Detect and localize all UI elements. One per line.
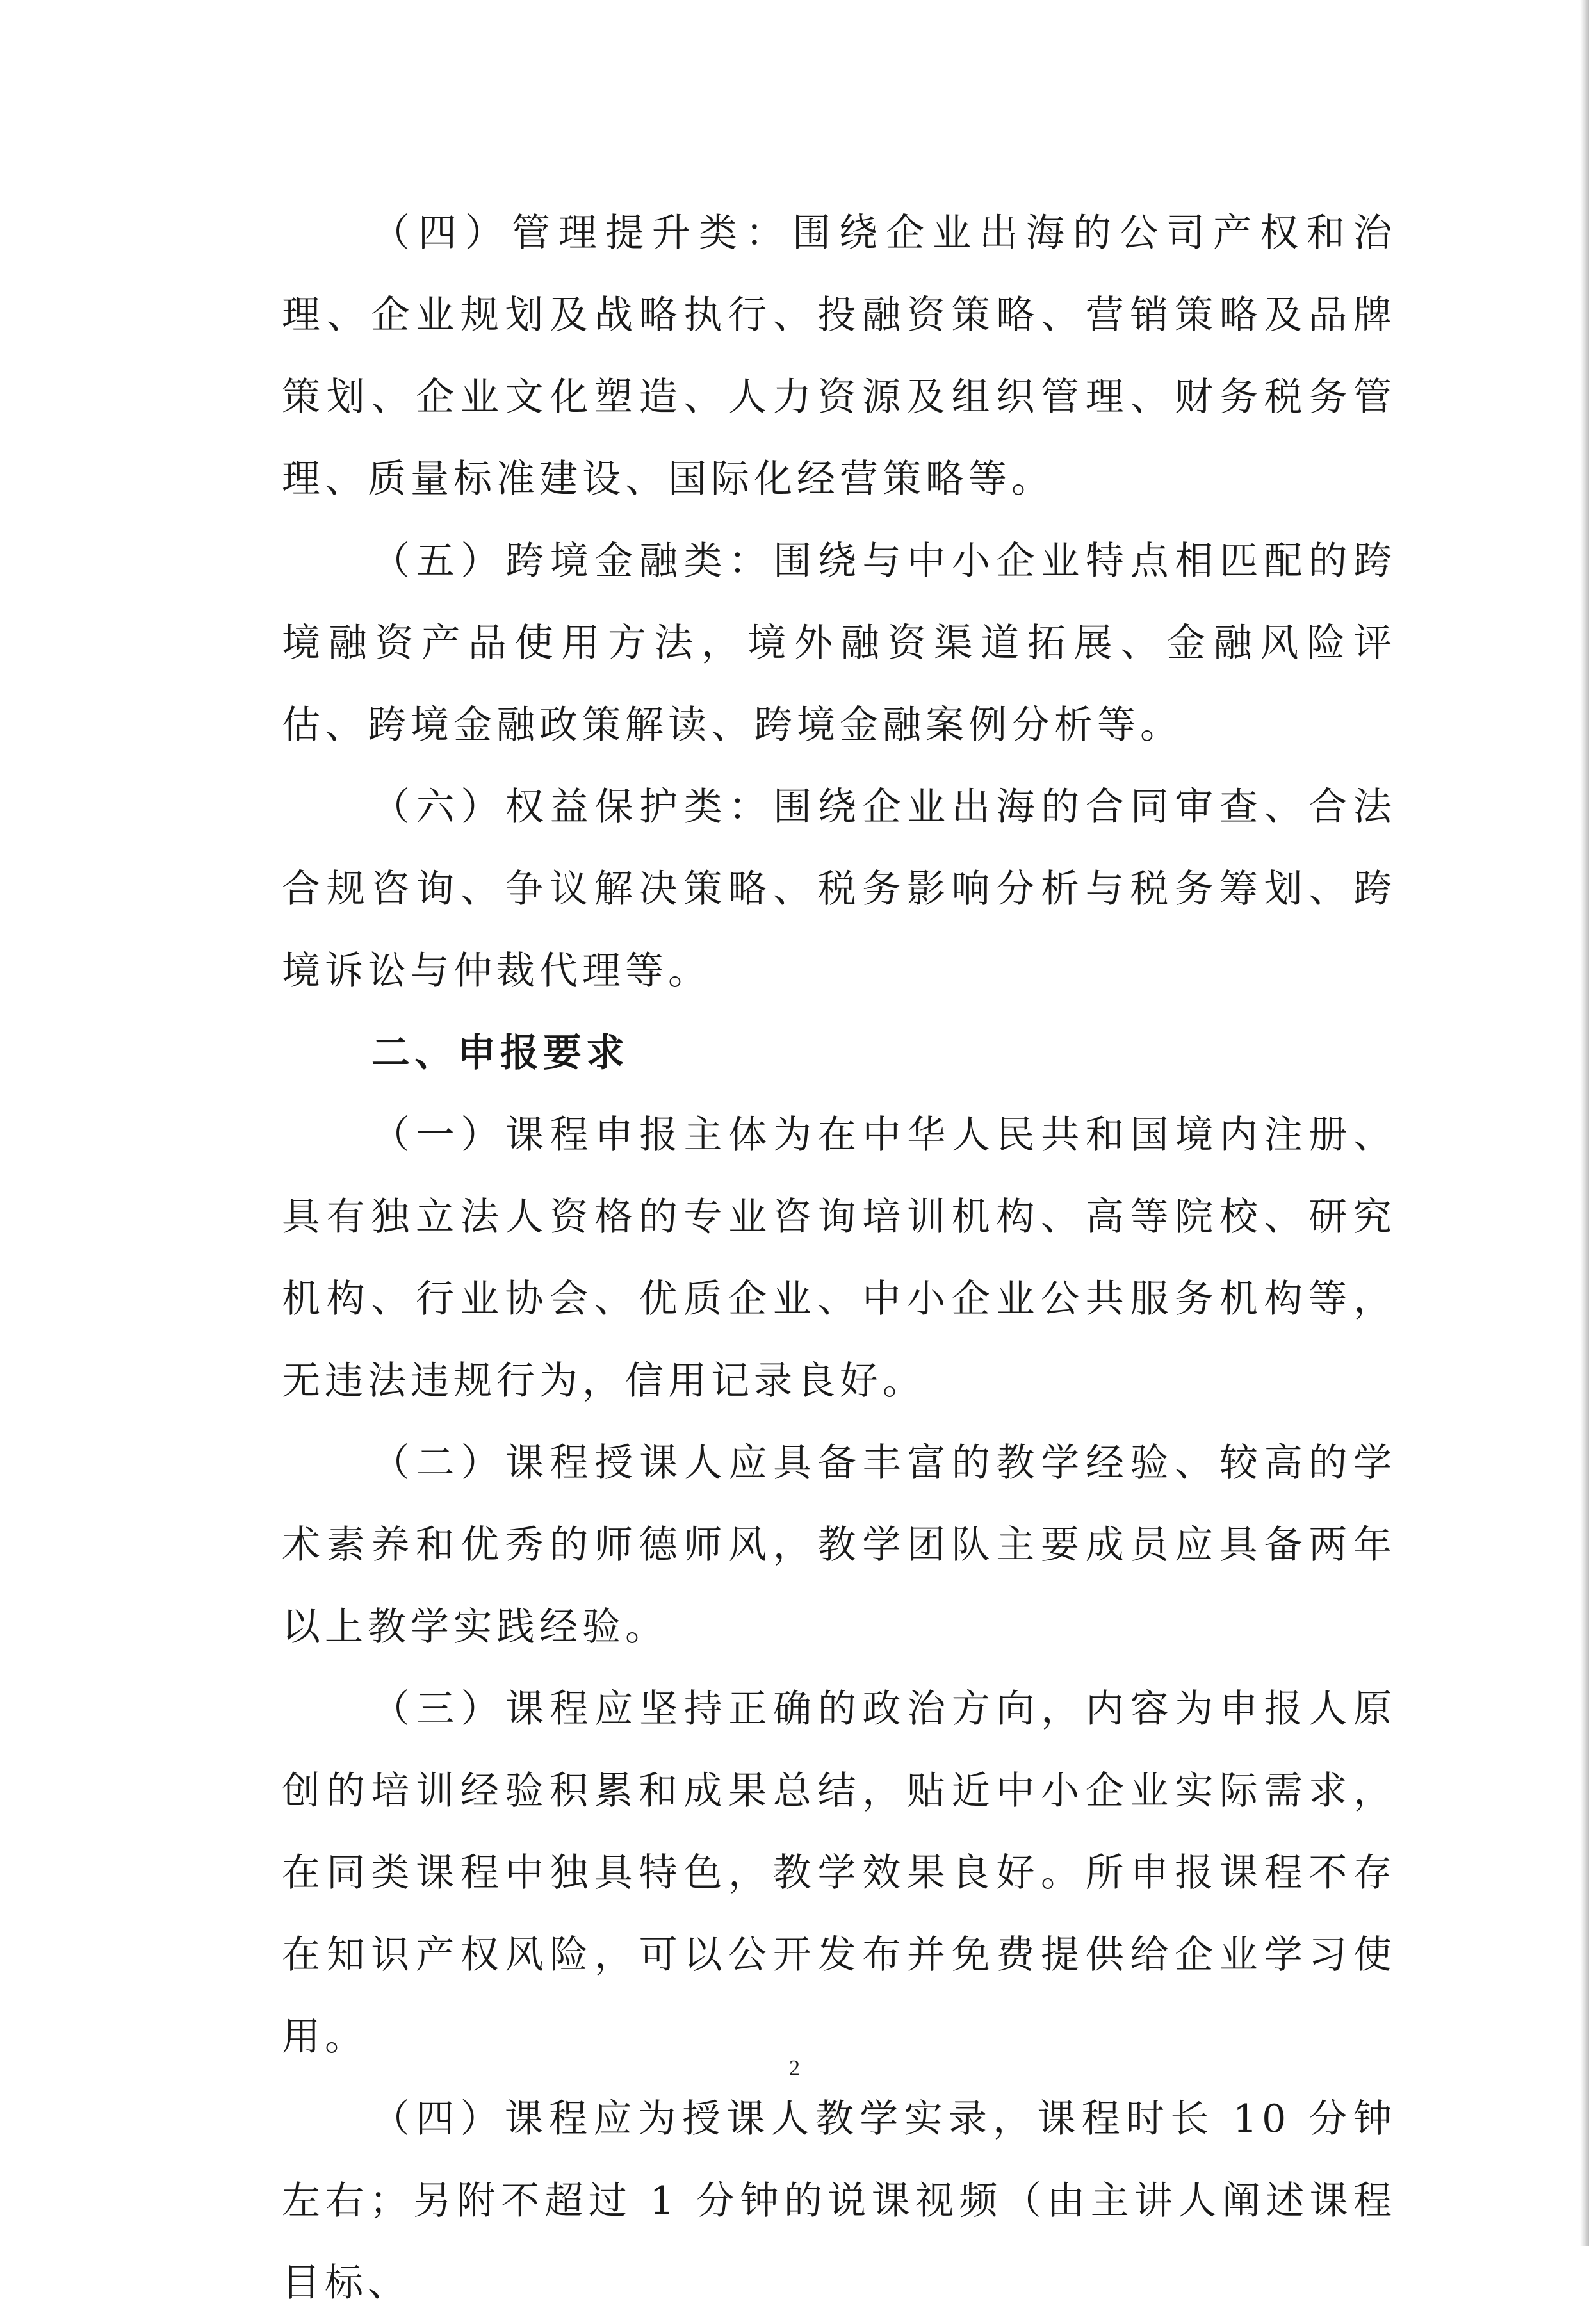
scan-edge (1580, 0, 1589, 2246)
paragraph-requirement-4: （四）课程应为授课人教学实录，课程时长 10 分钟左右；另附不超过 1 分钟的说课视频（由主讲人阐述课程目标、 (282, 2097, 1396, 2305)
paragraph-cross-border-finance: （五）跨境金融类：围绕与中小企业特点相匹配的跨境融资产品使用方法，境外融资渠道拓展、金融风险评估、跨境金融政策解读、跨境金融案例分析等。 (282, 539, 1396, 748)
document-body (282, 192, 1396, 2324)
paragraph-requirement-3: （三）课程应坚持正确的政治方向，内容为申报人原创的培训经验积累和成果总结，贴近中小企业实际需求，在同类课程中独具特色，教学效果良好。所申报课程不存在知识产权风险，可以公开发布并免费提供给企业学习使用。 (282, 1687, 1396, 2059)
paragraph-requirement-1: （一）课程申报主体为在中华人民共和国境内注册、具有独立法人资格的专业咨询培训机构、高等院校、研究机构、行业协会、优质企业、中小企业公共服务机构等，无违法违规行为，信用记录良好。 (282, 1113, 1396, 1403)
page-number: 2 (789, 2056, 800, 2080)
paragraph-management: （四）管理提升类：围绕企业出海的公司产权和治理、企业规划及战略执行、投融资策略、营销策略及品牌策划、企业文化塑造、人力资源及组织管理、财务税务管理、质量标准建设、国际化经营策略等。 (282, 211, 1396, 502)
paragraph-rights-protection: （六）权益保护类：围绕企业出海的合同审查、合法合规咨询、争议解决策略、税务影响分析与税务筹划、跨境诉讼与仲裁代理等。 (282, 785, 1396, 994)
section-heading-requirements: 二、申报要求 (371, 1031, 629, 1076)
paragraph-requirement-2: （二）课程授课人应具备丰富的教学经验、较高的学术素养和优秀的师德师风，教学团队主要成员应具备两年以上教学实践经验。 (282, 1441, 1396, 1649)
